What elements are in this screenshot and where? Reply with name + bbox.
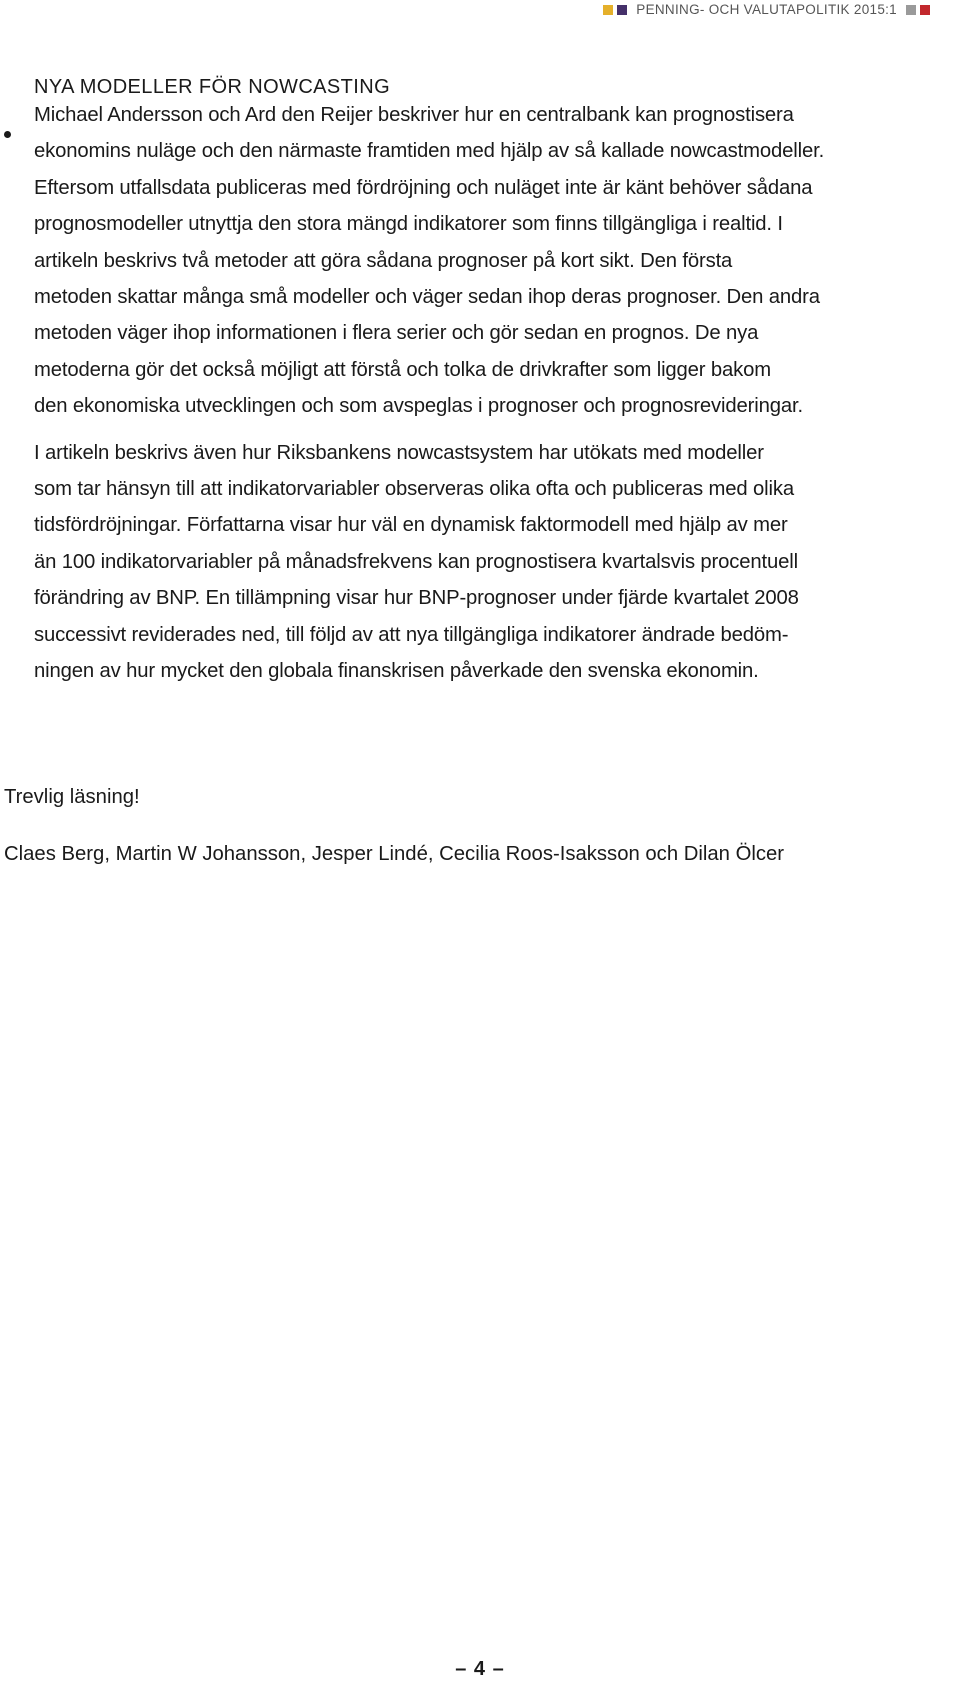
header-square-purple (617, 5, 627, 15)
header-square-gray (906, 5, 916, 15)
running-header (603, 2, 930, 17)
header-square-red (920, 5, 930, 15)
publication-title: PENNING- OCH VALUTAPOLITIK 2015:1 (636, 2, 897, 17)
closing-greeting: Trevlig läsning! (4, 786, 140, 808)
section-heading: NYA MODELLER FÖR NOWCASTING (34, 76, 391, 98)
page-number: – 4 – (455, 1658, 505, 1680)
header-square-yellow (603, 5, 613, 15)
paragraph-1: Michael Andersson och Ard den Reijer beskriver hur en centralbank kan prognostisera ekonomins nuläge och den närmaste framtiden med hjälp av så kallade nowcastmodeller. Eftersom utfallsdata publiceras med fördröjning och nuläget inte är känt behöver sådana prognosmodeller utnyttja den stora mängd indikatorer som finns tillgängliga i realtid. I artikeln beskrivs två metoder att göra sådana prognoser på kort sikt. Den första metoden skattar många små modeller och väger sedan ihop deras prognoser. Den andra metoden väger ihop informationen i flera serier och gör sedan en prognos. De nya metoderna gör det också möjligt att förstå och tolka de drivkrafter som ligger bakom den ekonomiska utvecklingen och som avspeglas i prognoser och prognosrevideringar. (34, 104, 825, 418)
author-list: Claes Berg, Martin W Johansson, Jesper Lindé, Cecilia Roos-Isaksson och Dilan Ölcer (4, 843, 785, 865)
bullet-marker (4, 131, 11, 138)
paragraph-2: I artikeln beskrivs även hur Riksbankens nowcastsystem har utökats med modeller som tar hänsyn till att indikatorvariabler observeras olika ofta och publiceras med olika tidsfördröjningar. Författarna visar hur väl en dynamisk faktormodell med hjälp av mer än 100 indikatorvariabler på månadsfrekvens kan prognostisera kvartalsvis procentuell förändring av BNP. En tillämpning visar hur BNP-prognoser under fjärde kvartalet 2008 successivt reviderades ned, till följd av att nya tillgängliga indikatorer ändrade bedöm- ningen av hur mycket den globala finanskrisen påverkade den svenska ekonomin. (34, 441, 799, 683)
bullet-item (34, 97, 958, 690)
